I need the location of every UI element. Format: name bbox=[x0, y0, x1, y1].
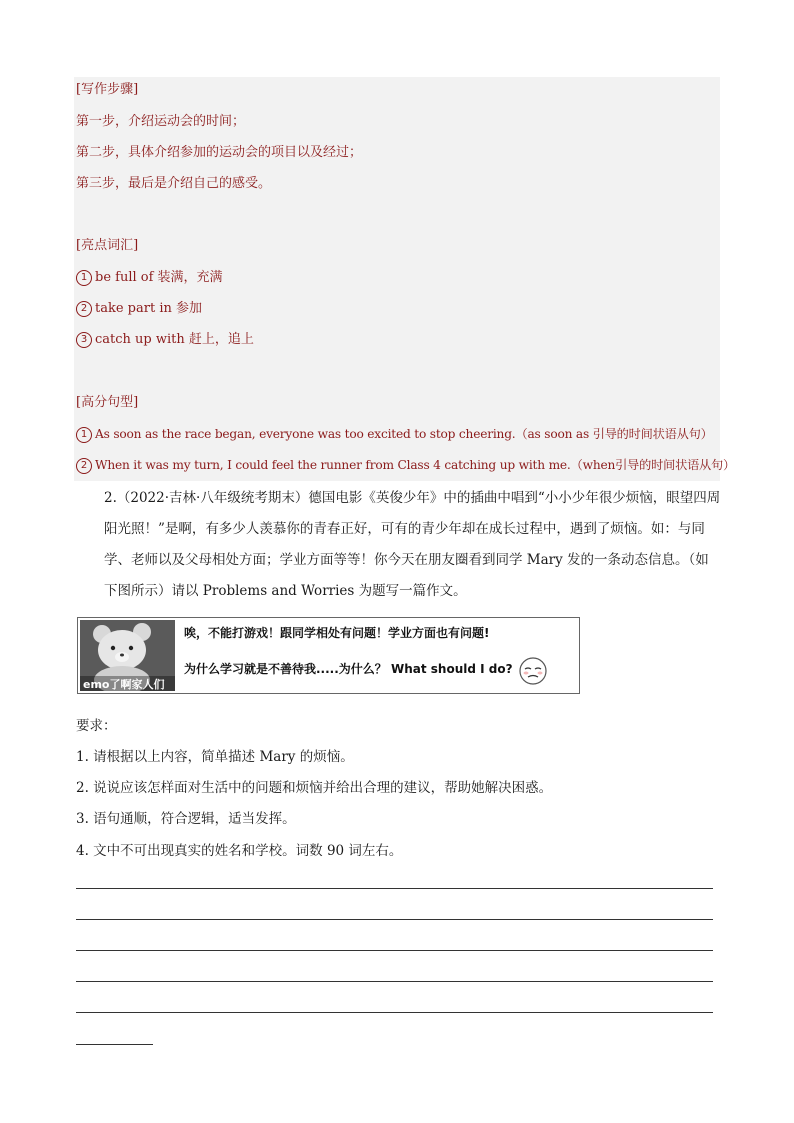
circled-number: 1 bbox=[76, 427, 92, 443]
writing-steps-heading: [写作步骤] bbox=[76, 82, 139, 97]
circled-number: 2 bbox=[76, 458, 92, 474]
vocabulary-item bbox=[76, 268, 223, 288]
requirement-item: 4. 文中不可出现真实的姓名和学校。词数 90 词左右。 bbox=[76, 843, 403, 859]
vocabulary-text: take part in 参加 bbox=[95, 301, 202, 316]
sentence-item bbox=[76, 455, 735, 475]
circled-number: 1 bbox=[76, 270, 92, 286]
requirement-item: 2. 说说应该怎样面对生活中的问题和烦恼并给出合理的建议，帮助她解决困惑。 bbox=[76, 780, 553, 796]
sentence-item bbox=[76, 424, 713, 444]
bear-caption: emo了啊家人们 bbox=[83, 678, 165, 691]
vocabulary-text: be full of 装满，充满 bbox=[95, 270, 223, 285]
vocabulary-text: catch up with 赶上，追上 bbox=[95, 332, 254, 347]
requirements-heading: 要求： bbox=[76, 718, 117, 734]
circled-number: 2 bbox=[76, 301, 92, 317]
requirement-item: 1. 请根据以上内容，简单描述 Mary 的烦恼。 bbox=[76, 749, 354, 765]
answer-line[interactable] bbox=[76, 950, 713, 951]
answer-line[interactable] bbox=[76, 888, 713, 889]
answer-line[interactable] bbox=[76, 981, 713, 982]
sad-face-icon bbox=[518, 656, 548, 686]
answer-line[interactable] bbox=[76, 1012, 713, 1013]
vocabulary-item bbox=[76, 299, 202, 319]
writing-step: 第三步，最后是介绍自己的感受。 bbox=[76, 176, 272, 191]
question-text: 2.（2022·吉林·八年级统考期末）德国电影《英俊少年》中的插曲中唱到“小小少年很少烦恼，眼望四周阳光照！”是啊，有多少人羡慕你的青春正好，可有的青少年却在成长过程中，遇到了烦恼。如：与同学、老师以及父母相处方面；学业方面等等！你今天在朋友圈看到同学 Mary 发的一条动态信息。（如下图所示）请以 Problems and Worries 为题写一篇作文。 bbox=[104, 490, 721, 599]
question-paragraph bbox=[76, 483, 721, 607]
circled-number: 3 bbox=[76, 332, 92, 348]
writing-step: 第一步，介绍运动会的时间； bbox=[76, 114, 246, 129]
sentences-heading: [高分句型] bbox=[76, 395, 139, 410]
answer-line-short[interactable] bbox=[76, 1044, 153, 1045]
teddy-bear-icon bbox=[80, 620, 175, 691]
sentence-text: As soon as the race began, everyone was too excited to stop cheering.（as soon as 引导的时间状语从句） bbox=[95, 427, 713, 441]
writing-step: 第二步，具体介绍参加的运动会的项目以及经过； bbox=[76, 145, 363, 160]
sentence-text: When it was my turn, I could feel the runner from Class 4 catching up with me.（when引导的时间状语从句） bbox=[95, 458, 736, 472]
answer-line[interactable] bbox=[76, 919, 713, 920]
moments-post-image bbox=[77, 617, 580, 694]
requirement-item: 3. 语句通顺，符合逻辑，适当发挥。 bbox=[76, 811, 296, 827]
post-line-2: 为什么学习就是不善待我.....为什么？ What should I do? bbox=[184, 662, 513, 676]
post-line-1: 唉，不能打游戏！跟同学相处有问题！学业方面也有问题! bbox=[184, 626, 490, 640]
vocabulary-heading: [亮点词汇] bbox=[76, 238, 139, 253]
vocabulary-item bbox=[76, 330, 254, 350]
